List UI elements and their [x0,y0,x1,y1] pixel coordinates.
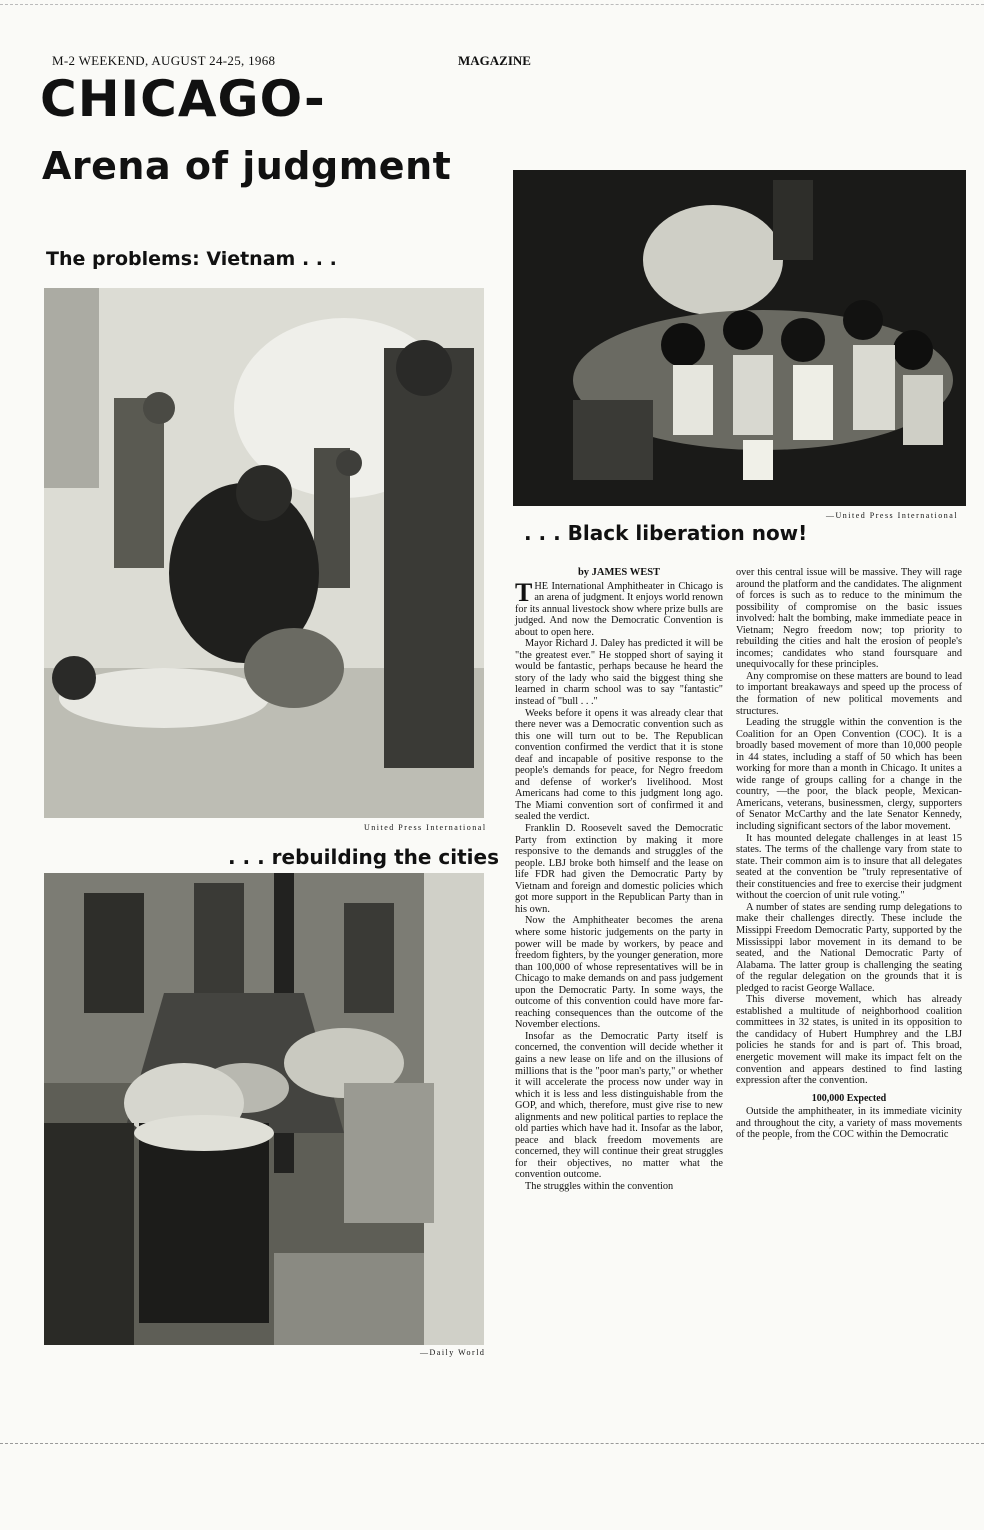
article-paragraph: Outside the amphitheater, in its immediate vicinity and throughout the city, a variety of mass movements of the people, from the COC within the Democratic [736,1106,962,1141]
article-column-1 [515,567,723,1193]
article-paragraph: Now the Amphitheater becomes the arena where some historic judgements on the party in power will be made by workers, by peace and freedom fighters, by the younger generation, more than 100,000 of whose representatives will be in Chicago to make demands on and pass judgement upon the Democratic Party. In some ways, the outcome of this convention could have more far-reaching consequences than the outcome of the November elections. [515,915,723,1031]
article-paragraph: It has mounted delegate challenges in at least 15 states. The terms of the challenge vary from state to state. Their common aim is to insure that all delegates seated at the convention be "truly representative of their constituencies and free to exercise their judgment without the coercion of unit rule voting." [736,832,962,902]
photo-credit-black-liberation: —United Press International [826,511,959,520]
photo-cities [44,873,484,1345]
top-rule [0,4,984,6]
article-paragraph: A number of states are sending rump delegations to make their challenges directly. These include the Missippi Freedom Democratic Party, supported by the Mississippi labor movement in its demand to be seated, and the National Democratic Party of Alabama. The latter group is challenging the seating of the regular delegation on the grounds that it is pledged to racist George Wallace. [736,901,962,994]
headline-title: CHICAGO- [40,70,326,128]
article-paragraph: Any compromise on these matters are bound to lead to important breakaways and speed up the process of the formation of new political movements and structures. [736,670,962,717]
photo-black-liberation-graphic [513,170,966,506]
photo-credit-vietnam: United Press International [364,823,487,832]
kicker-cities: . . . rebuilding the cities [228,845,499,869]
photo-credit-cities: —Daily World [420,1348,486,1357]
article-paragraph: Franklin D. Roosevelt saved the Democratic Party from extinction by making it more responsive to the demands and struggles of the people. LBJ broke both himself and the lease on life FDR had given the Democratic Party by Vietnam and foreign and domestic policies which got more support in the Republican Party than in his own. [515,823,723,915]
article-paragraph: The struggles within the convention [525,1180,674,1192]
photo-vietnam [44,288,484,818]
article-paragraph: Weeks before it opens it was already clear that there never was a Democratic convention such as this one will turn out to be. The Republican convention confirmed the verdict that it is stone deaf and incapable of positive response to the people's demands for peace, for Negro freedom and defense of worker's livelihood. Most Americans had come to this judgment long ago. The Miami convention sort of confirmed it and sealed the verdict. [515,707,723,823]
article-subhead: 100,000 Expected [811,1092,887,1104]
article-paragraph: THE International Amphitheater in Chicago is an arena of judgment. It enjoys world renown for its annual livestock show where prize bulls are judged. And now the Democratic Convention is about to open here. [515,577,723,638]
headline-subtitle: Arena of judgment [42,144,452,188]
section-label: MAGAZINE [458,53,531,68]
bottom-rule [0,1443,984,1444]
article-paragraph: over this central issue will be massive. They will rage around the platform and the candidates. The alignment of forces is such as to reduce to the minimum the possibility of compromise on the basic issues involved: halt the bombing, make immediate peace in Vietnam; Negro freedom now; top priority to rebuilding the cities and halt the erosion of people's incomes; candidates who stand foursquare and unequivocally for these principles. [736,567,962,671]
page-folio: M-2 WEEKEND, AUGUST 24-25, 1968 [52,53,276,68]
article-paragraph: Leading the struggle within the convention is the Coalition for an Open Convention (COC). It is a broadly based movement of more than 10,000 people in 44 states, including a staff of 50 which has been working for more than a month in Chicago. It unites a wide range of groups calling for a change in the country, —the poor, the black people, Mexican-Americans, veterans, businessmen, clergy, supporters of Senator McCarthy and the late Senator Kennedy, including significant sectors of the labor movement. [736,717,962,833]
article-paragraph: Insofar as the Democratic Party itself is concerned, the convention will decide whether it gains a new lease on life and on the illusions of millions that is the "poor man's party," or whether it will accelerate the process now under way in which it is less and less distinguishable from the GOP, and which, therefore, must give rise to new alignments and new political parties to replace the old parties which have had it. Insofar as the labor, peace and black freedom movements are concerned, they will continue their great struggles for their objectives, no matter what the convention outcome. [515,1030,723,1181]
article-column-2 [736,567,962,1141]
photo-vietnam-graphic [44,288,484,818]
article-byline: by JAMES WEST [577,567,661,578]
photo-cities-graphic [44,873,484,1345]
kicker-black-liberation: . . . Black liberation now! [524,521,808,545]
article-paragraph: Mayor Richard J. Daley has predicted it will be "the greatest ever." He stopped short of saying it would be fantastic, perhaps because he heard the story of the lady who said the biggest thing she learned in charm school was to say "fantastic" instead of "bull . . ." [515,638,723,708]
kicker-vietnam: The problems: Vietnam . . . [46,248,337,270]
drop-cap: T [515,577,533,607]
article-paragraph: This diverse movement, which has already established a multitude of neighborhood coalition committees in 32 states, is united in its opposition to the candidacy of Hubert Humphrey and the LBJ policies he stands for and is part of. This broad, energetic movement will make its impact felt on the convention and appears destined to find lasting expression after the convention. [736,994,962,1087]
photo-black-liberation [513,170,966,506]
